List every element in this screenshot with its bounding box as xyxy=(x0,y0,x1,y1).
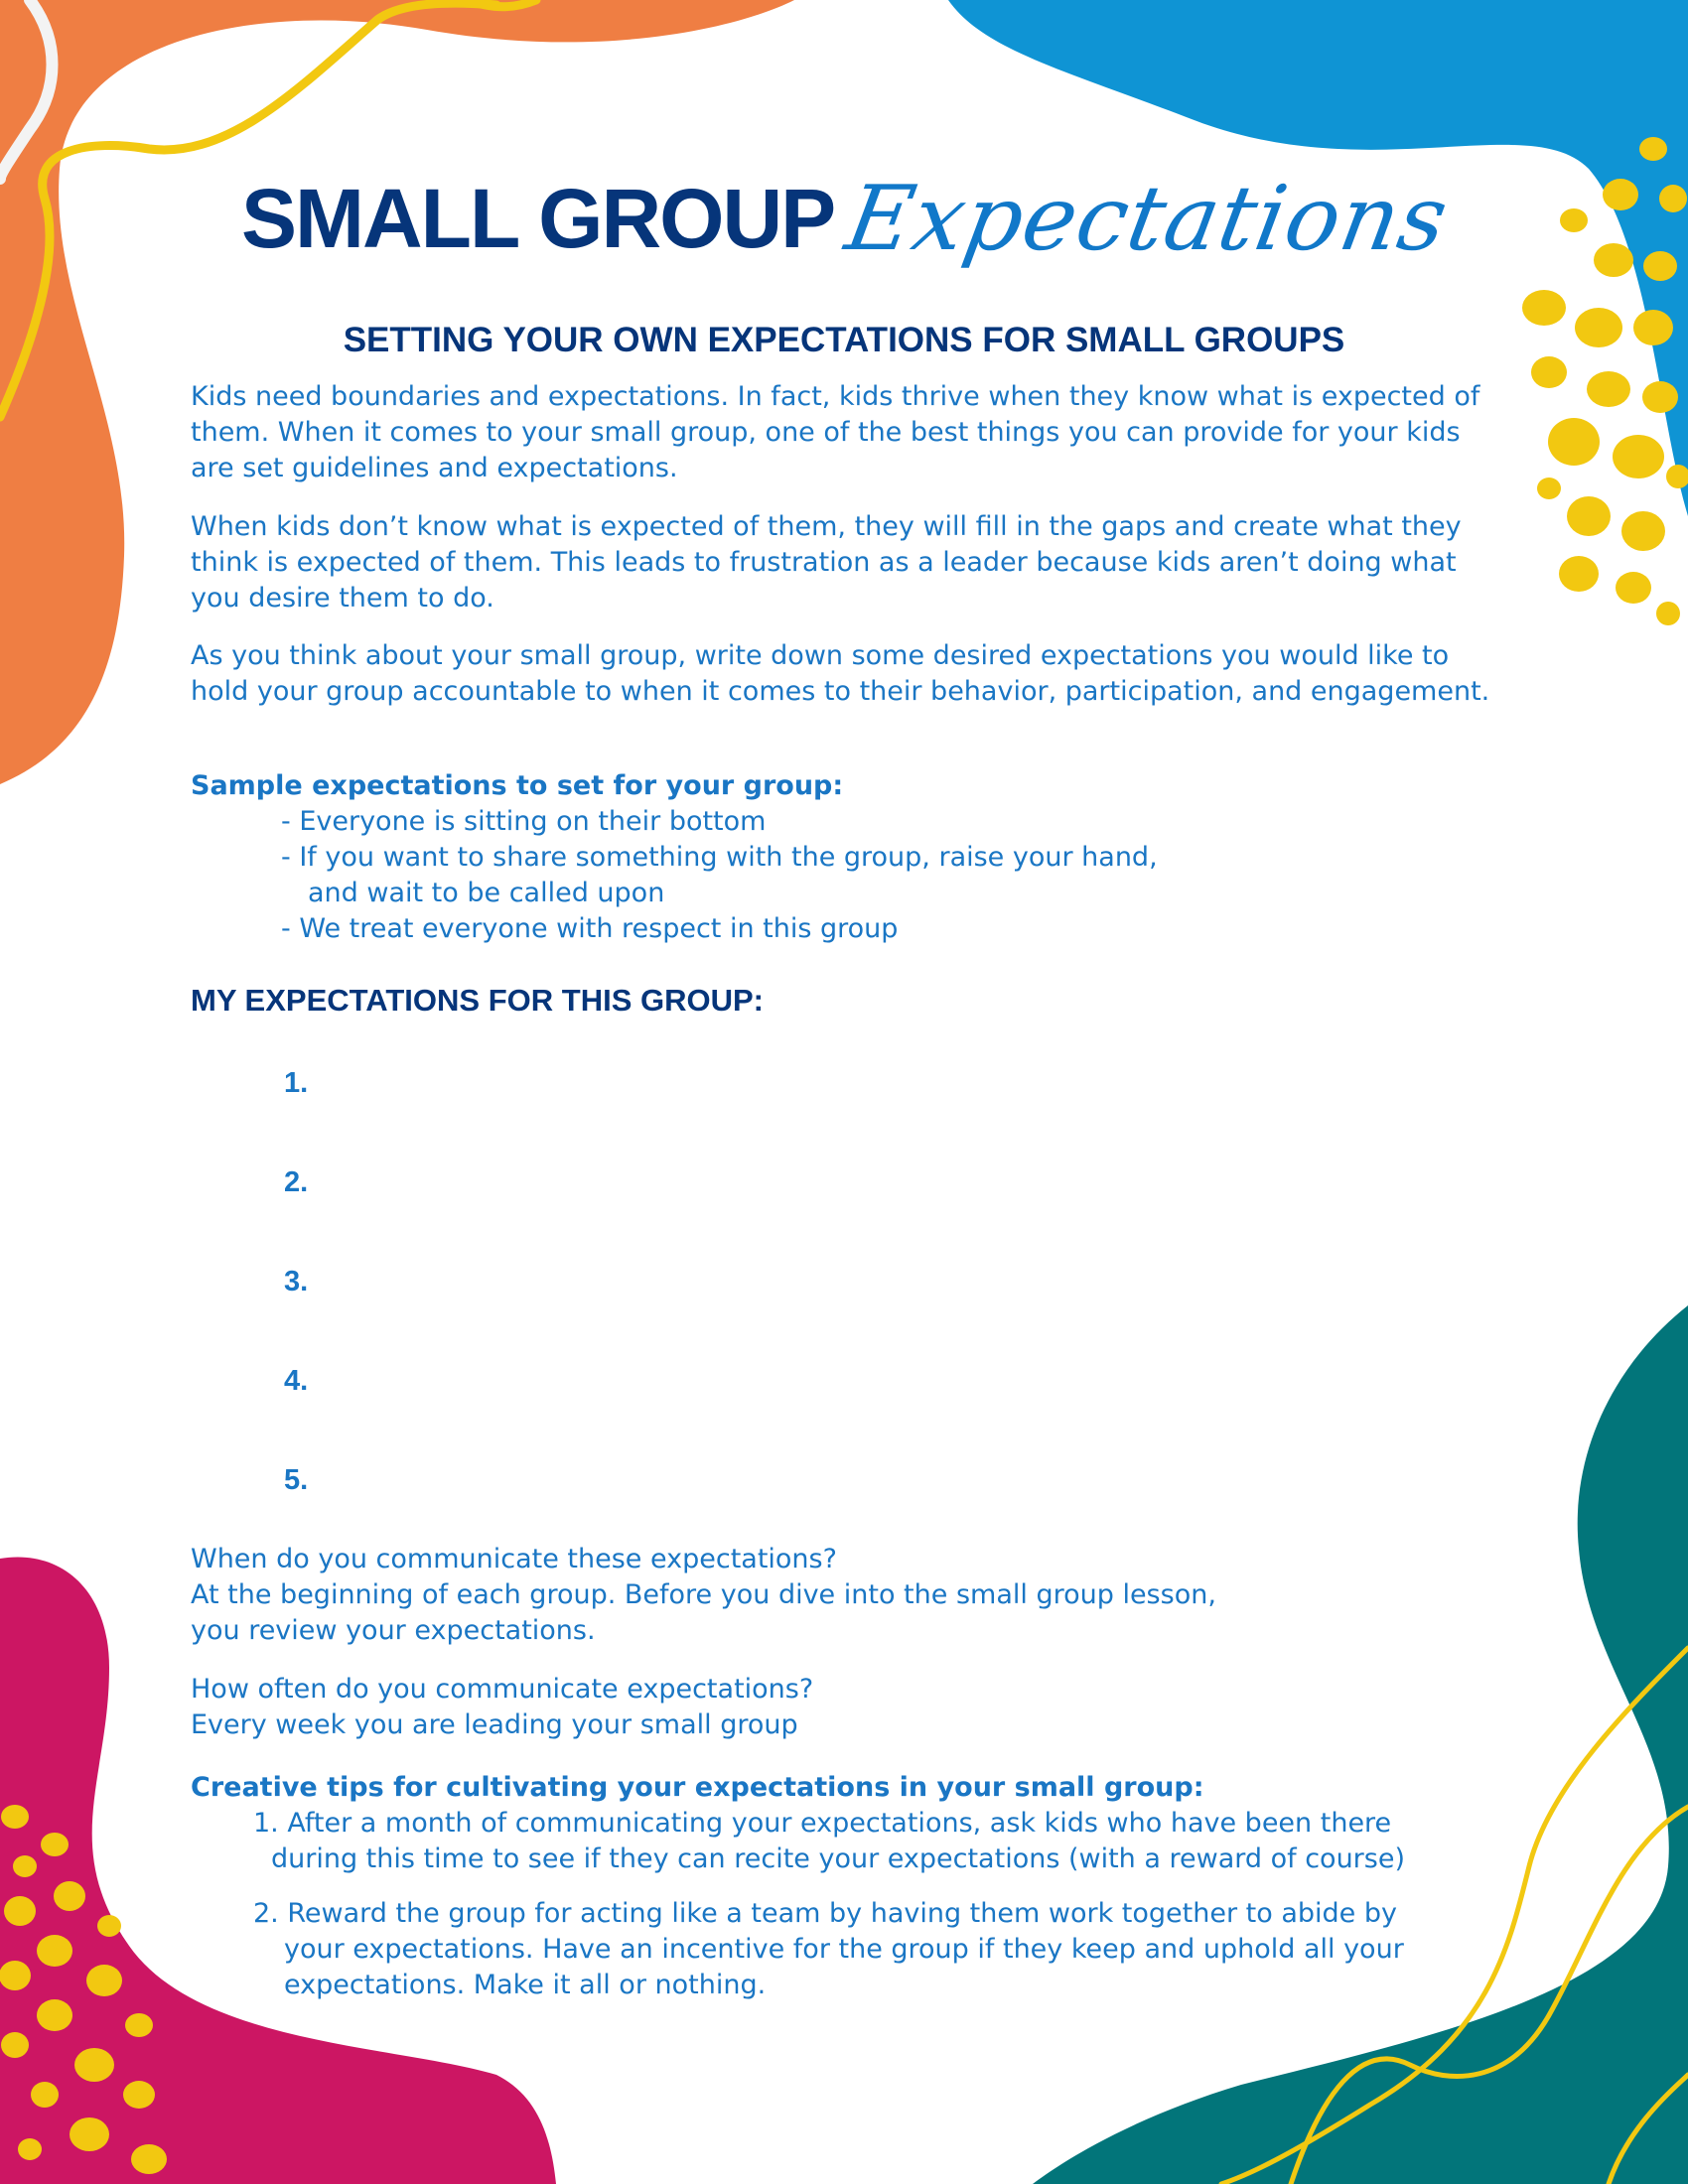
sample-item xyxy=(281,876,1274,911)
answer: you review your expectations. xyxy=(191,1615,596,1646)
title-script: Expectations xyxy=(838,167,1457,271)
intro-paragraph: Kids need boundaries and expectations. In fact, kids thrive when they know what is expected of them. When it comes to your small group, one of the best things you can provide for your kids are set guidelines and expectations. xyxy=(191,381,1480,483)
think-paragraph: As you think about your small group, write down some desired expectations you would like to hold your group accountable to when it comes to their behavior, participation, and engagement. xyxy=(191,640,1490,707)
sample-heading: Sample expectations to set for your group: xyxy=(191,770,844,801)
sample-item: - If you want to share something with the group, raise your hand, xyxy=(281,842,1158,873)
my-expectations-heading: MY EXPECTATIONS FOR THIS GROUP: xyxy=(191,983,764,1018)
sample-item-continuation: and wait to be called upon xyxy=(308,878,665,908)
expectation-number: 5. xyxy=(284,1464,309,1496)
question: When do you communicate these expectations? xyxy=(191,1544,837,1574)
expectation-number: 1. xyxy=(284,1067,309,1099)
tips-heading: Creative tips for cultivating your expectations in your small group: xyxy=(191,1772,1204,1803)
expectation-number: 4. xyxy=(284,1365,309,1397)
gaps-paragraph: When kids don’t know what is expected of them, they will fill in the gaps and create what they think is expected of them. This leads to frustration as a leader because kids aren’t doing what you desire them to do. xyxy=(191,511,1462,614)
tip-item: 1. After a month of communicating your expectations, ask kids who have been there xyxy=(253,1808,1392,1839)
expectation-number: 2. xyxy=(284,1166,309,1198)
page-title xyxy=(0,167,1688,271)
answer: At the beginning of each group. Before you dive into the small group lesson, xyxy=(191,1579,1216,1610)
tip-item-continuation: during this time to see if they can recite your expectations (with a reward of course) xyxy=(271,1843,1405,1874)
question: How often do you communicate expectations? xyxy=(191,1674,814,1705)
tip-item-continuation: expectations. Make it all or nothing. xyxy=(284,1970,767,2000)
title-main: SMALL GROUP xyxy=(241,172,835,265)
sample-item: - Everyone is sitting on their bottom xyxy=(281,806,767,837)
sample-item: - We treat everyone with respect in this group xyxy=(281,913,899,944)
tip-item-continuation: your expectations. Have an incentive for the group if they keep and uphold all your xyxy=(284,1934,1404,1965)
section-subtitle: SETTING YOUR OWN EXPECTATIONS FOR SMALL GROUPS xyxy=(343,321,1345,359)
expectation-number: 3. xyxy=(284,1266,309,1297)
answer: Every week you are leading your small group xyxy=(191,1709,798,1740)
tip-item: 2. Reward the group for acting like a team by having them work together to abide by xyxy=(253,1898,1397,1929)
